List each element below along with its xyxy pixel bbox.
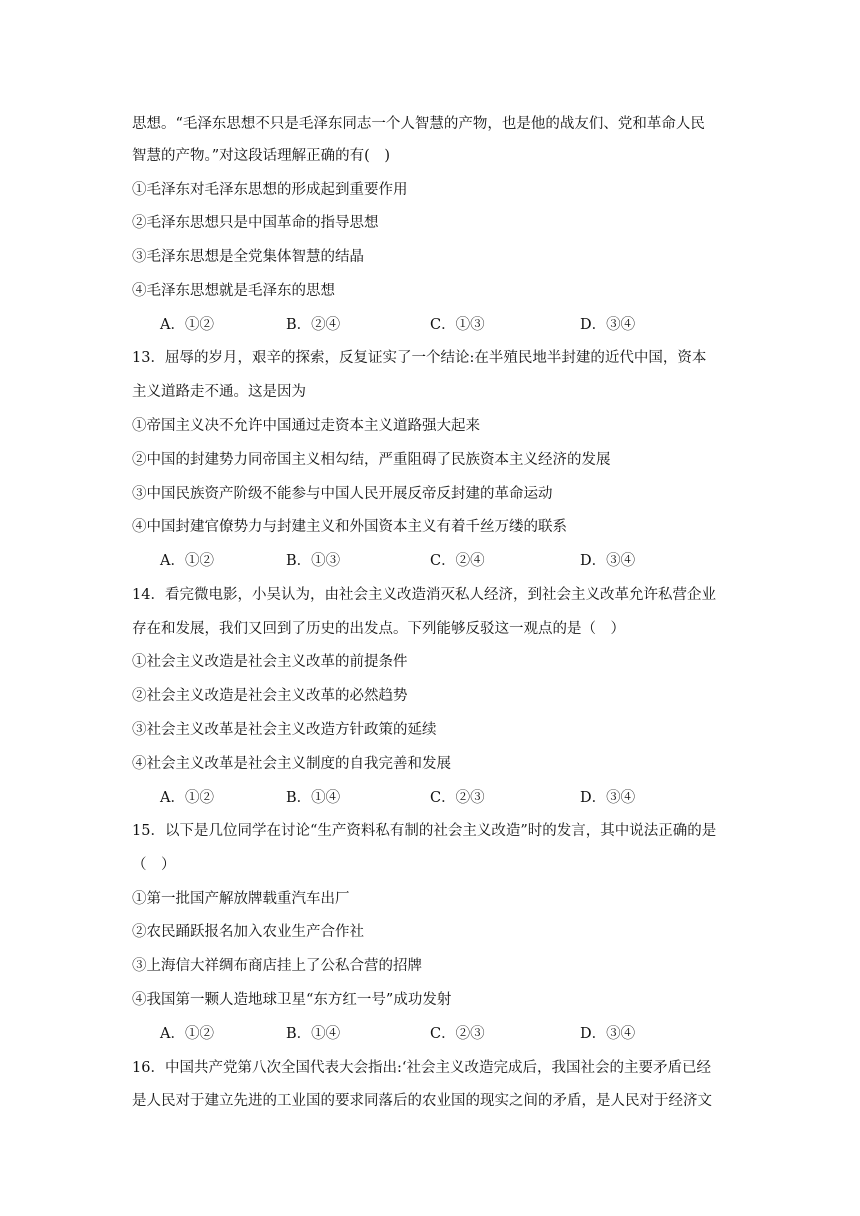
q13-option-b[interactable]: B．①③ — [286, 553, 341, 569]
q13-options — [160, 551, 720, 571]
q15-item-3: ③上海信大祥绸布商店挂上了公私合营的招牌 — [132, 958, 422, 974]
q13-stem-line-2: 主义道路走不通。这是因为 — [132, 384, 306, 400]
q14-item-4: ④社会主义改革是社会主义制度的自我完善和发展 — [132, 756, 451, 772]
q15-options — [160, 1024, 720, 1044]
q12-options — [160, 315, 720, 335]
q15-item-2: ②农民踊跃报名加入农业生产合作社 — [132, 924, 364, 940]
q12-option-b[interactable]: B．②④ — [286, 317, 341, 333]
q12-item-2: ②毛泽东思想只是中国革命的指导思想 — [132, 215, 379, 231]
q13-item-3: ③中国民族资产阶级不能参与中国人民开展反帝反封建的革命运动 — [132, 486, 553, 502]
q13-option-c[interactable]: C．②④ — [430, 553, 485, 569]
q13-item-4: ④中国封建官僚势力与封建主义和外国资本主义有着千丝万缕的联系 — [132, 519, 567, 535]
q14-option-b[interactable]: B．①④ — [286, 790, 341, 806]
q15-option-a[interactable]: A．①② — [160, 1026, 214, 1042]
q14-item-2: ②社会主义改造是社会主义改革的必然趋势 — [132, 688, 408, 704]
q14-option-c[interactable]: C．②③ — [430, 790, 485, 806]
q14-stem-line-2: 存在和发展，我们又回到了历史的出发点。下列能够反驳这一观点的是（ ） — [132, 621, 625, 637]
q15-option-c[interactable]: C．②③ — [430, 1026, 485, 1042]
q14-item-3: ③社会主义改革是社会主义改造方针政策的延续 — [132, 722, 437, 738]
q12-item-4: ④毛泽东思想就是毛泽东的思想 — [132, 283, 335, 299]
q12-option-d[interactable]: D．③④ — [580, 317, 636, 333]
q14-option-a[interactable]: A．①② — [160, 790, 214, 806]
q15-option-d[interactable]: D．③④ — [580, 1026, 636, 1042]
q14-option-d[interactable]: D．③④ — [580, 790, 636, 806]
q14-item-1: ①社会主义改造是社会主义改革的前提条件 — [132, 654, 408, 670]
q12-item-3: ③毛泽东思想是全党集体智慧的结晶 — [132, 249, 364, 265]
q12-stem-line-1: 思想。“毛泽东思想不只是毛泽东同志一个人智慧的产物，也是他的战友们、党和革命人民 — [132, 116, 705, 132]
q12-option-a[interactable]: A．①② — [160, 317, 214, 333]
q15-stem-line-2: （ ） — [132, 857, 176, 873]
q12-item-1: ①毛泽东对毛泽东思想的形成起到重要作用 — [132, 182, 408, 198]
q15-option-b[interactable]: B．①④ — [286, 1026, 341, 1042]
q15-item-1: ①第一批国产解放牌载重汽车出厂 — [132, 891, 350, 907]
q14-options — [160, 788, 720, 808]
q14-stem-line-1: 14．看完微电影，小吴认为，由社会主义改造消灭私人经济，到社会主义改革允许私营企业 — [132, 587, 716, 603]
q15-item-4: ④我国第一颗人造地球卫星“东方红一号”成功发射 — [132, 992, 452, 1008]
q12-option-c[interactable]: C．①③ — [430, 317, 485, 333]
q13-item-2: ②中国的封建势力同帝国主义相勾结，严重阻碍了民族资本主义经济的发展 — [132, 452, 611, 468]
q13-item-1: ①帝国主义决不允许中国通过走资本主义道路强大起来 — [132, 418, 480, 434]
q16-stem-line-2: 是人民对于建立先进的工业国的要求同落后的农业国的现实之间的矛盾，是人民对于经济文 — [132, 1093, 712, 1109]
q13-stem-line-1: 13．屈辱的岁月，艰辛的探索，反复证实了一个结论:在半殖民地半封建的近代中国，资本 — [132, 350, 707, 366]
q13-option-a[interactable]: A．①② — [160, 553, 214, 569]
q15-stem-line-1: 15．以下是几位同学在讨论“生产资料私有制的社会主义改造”时的发言，其中说法正确的是 — [132, 823, 717, 839]
q13-option-d[interactable]: D．③④ — [580, 553, 636, 569]
q16-stem-line-1: 16．中国共产党第八次全国代表大会指出:‘社会主义改造完成后，我国社会的主要矛盾已经 — [132, 1060, 711, 1076]
q12-stem-line-2: 智慧的产物。”对这段话理解正确的有( ) — [132, 148, 390, 164]
